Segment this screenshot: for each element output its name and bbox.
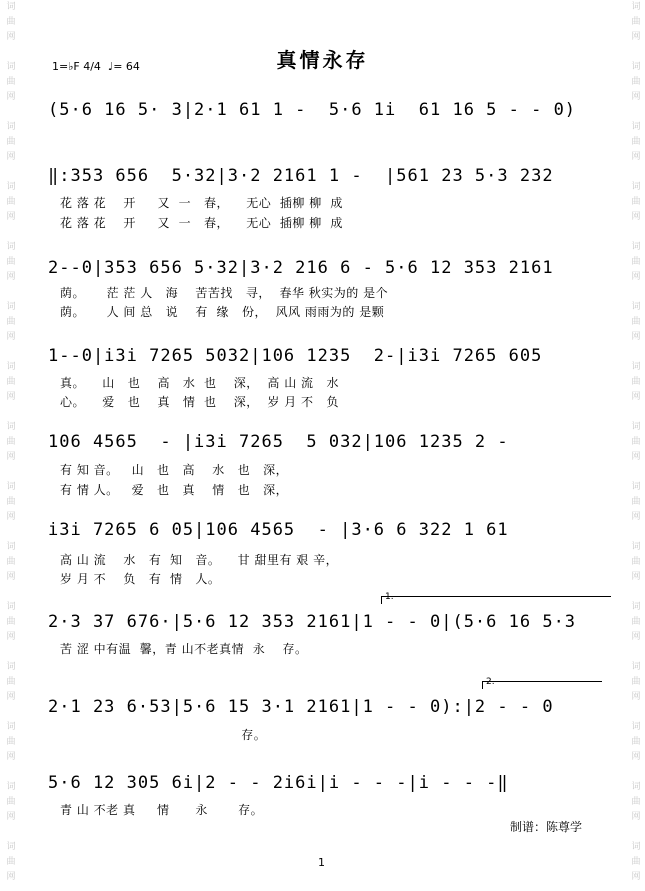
lyric-line: 存。 xyxy=(60,728,267,742)
watermark-right: 词曲网 词曲网 词曲网 词曲网 词曲网 词曲网 词曲网 词曲网 词曲网 词曲网 词曲网 词曲网 词曲网 词曲网 词曲网 xyxy=(631,2,641,882)
watermark-left: 词曲网 词曲网 词曲网 词曲网 词曲网 词曲网 词曲网 词曲网 词曲网 词曲网 词曲网 词曲网 词曲网 词曲网 词曲网 xyxy=(6,2,16,882)
notation-line: 2·1 23 6·53|5·6 15 3·1 2161|1 - - 0):|2 - - 0 xyxy=(48,697,554,717)
notation-line: 5·6 12 305 6i|2 - - 2i6i|i - - -|i - - -‖ xyxy=(48,773,509,793)
notation-line: 106 4565 - |i3i 7265 5 032|106 1235 2 - xyxy=(48,432,509,452)
lyric-line: 青 山 不老 真 情 永 存。 xyxy=(60,803,264,817)
second-ending-line xyxy=(482,681,602,682)
second-ending-bracket xyxy=(482,681,483,689)
lyric-line: 心。 爱 也 真 情 也 深， 岁 月 不 负 xyxy=(60,395,339,409)
lyric-line: 苦 涩 中有温 馨，青 山不老真情 永 存。 xyxy=(60,642,308,656)
notation-line: 1--0|i3i 7265 5032|106 1235 2-|i3i 7265 605 xyxy=(48,346,543,366)
first-ending-bracket xyxy=(381,596,382,604)
notation-line: ‖:353 656 5·32|3·2 2161 1 - |561 23 5·3 232 xyxy=(48,166,554,186)
lyric-line: 荫。 人 间 总 说 有 缘 份， 风风 雨雨为的 是颗 xyxy=(60,305,385,319)
first-ending-line xyxy=(381,596,611,597)
first-ending-label: 1. xyxy=(385,592,394,602)
song-title: 真情永存 xyxy=(276,48,369,72)
notation-line: (5·6 16 5· 3|2·1 61 1 - 5·6 1i 61 16 5 - - 0) xyxy=(48,100,577,120)
tempo-marking: ♩= 64 xyxy=(108,60,140,73)
lyric-line: 花 落 花 开 又 一 春， 无心 插柳 柳 成 xyxy=(60,216,343,230)
lyric-line: 高 山 流 水 有 知 音。 甘 甜里有 艰 辛， xyxy=(60,553,339,567)
key-signature: 1=♭F 4/4 xyxy=(52,60,101,73)
notation-line: 2--0|353 656 5·32|3·2 216 6 - 5·6 12 353 2161 xyxy=(48,258,554,278)
second-ending-label: 2. xyxy=(486,677,495,687)
lyric-line: 荫。 茫 茫 人 海 苦苦找 寻， 春华 秋实为的 是个 xyxy=(60,286,389,300)
lyric-line: 真。 山 也 高 水 也 深， 高 山 流 水 xyxy=(60,376,339,390)
notation-line: i3i 7265 6 05|106 4565 - |3·6 6 322 1 61 xyxy=(48,520,509,540)
transcriber-credit: 制谱：陈尊学 xyxy=(510,820,583,834)
lyric-line: 花 落 花 开 又 一 春， 无心 插柳 柳 成 xyxy=(60,196,343,210)
lyric-line: 有 知 音。 山 也 高 水 也 深， xyxy=(60,463,289,477)
page-number: 1 xyxy=(318,856,325,869)
notation-line: 2·3 37 676·|5·6 12 353 2161|1 - - 0|(5·6 16 5·3 xyxy=(48,612,577,632)
lyric-line: 有 情 人。 爱 也 真 情 也 深， xyxy=(60,483,289,497)
lyric-line: 岁 月 不 负 有 情 人。 xyxy=(60,572,221,586)
